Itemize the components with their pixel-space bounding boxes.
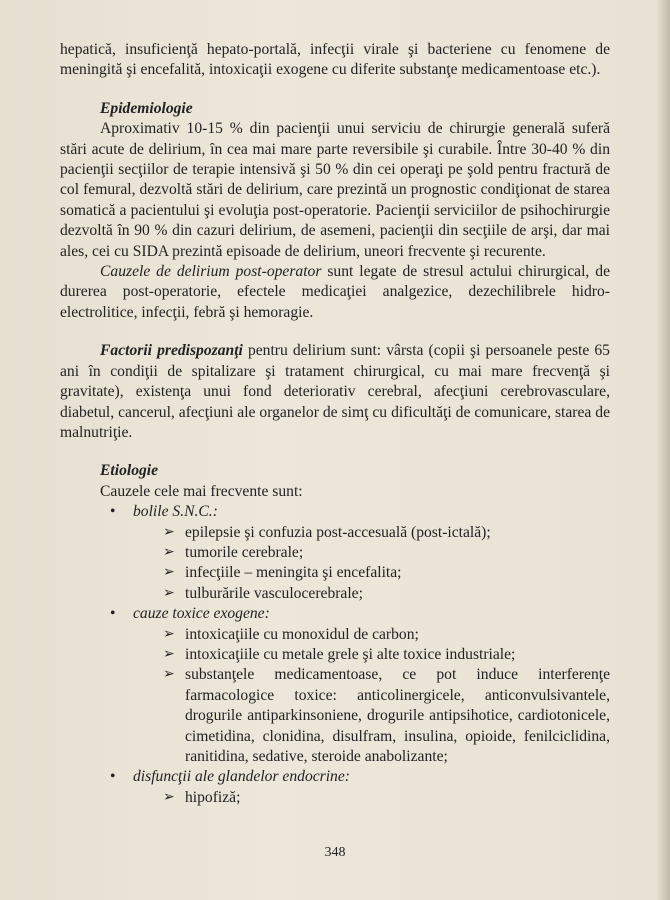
postop-paragraph xyxy=(60,262,610,323)
list-item-text: epilepsie şi confuzia post-accesuală (post-ictală); xyxy=(185,523,491,541)
cause-sublist xyxy=(133,625,610,768)
predisposing-paragraph xyxy=(60,341,610,443)
list-item xyxy=(163,645,610,665)
spacer xyxy=(60,443,610,461)
bullet-icon: • xyxy=(110,768,116,786)
spacer xyxy=(60,81,610,99)
arrow-icon: ➢ xyxy=(163,524,175,540)
cause-sublist xyxy=(133,523,610,605)
predisposing-lead: Factorii predispozanţi xyxy=(100,342,243,360)
etiology-causes-list xyxy=(60,502,610,808)
arrow-icon: ➢ xyxy=(163,789,175,805)
etiology-intro: Cauzele cele mai frecvente sunt: xyxy=(100,482,303,500)
list-item-text: hipofiză; xyxy=(185,788,241,806)
list-item xyxy=(163,523,610,543)
list-item-text: intoxicaţiile cu monoxidul de carbon; xyxy=(185,625,419,643)
postop-lead: Cauzele de delirium post-operator xyxy=(100,263,322,281)
list-item xyxy=(163,584,610,604)
bullet-icon: • xyxy=(110,503,116,521)
arrow-icon: ➢ xyxy=(163,565,175,581)
intro-paragraph: hepatică, insuficienţă hepato-portală, infecţii virale şi bacteriene cu fenomene de meningită şi encefalită, intoxicaţii exogene cu diferite substanţe medicamentoase etc.). xyxy=(60,41,610,79)
cause-sublist xyxy=(133,788,610,808)
list-item xyxy=(163,563,610,583)
list-item-text: tumorile cerebrale; xyxy=(185,543,304,561)
list-item xyxy=(163,543,610,563)
list-item-text: infecţiile – meningita şi encefalita; xyxy=(185,564,402,582)
arrow-icon: ➢ xyxy=(163,667,175,683)
cause-group-label: bolile S.N.C.: xyxy=(133,503,218,521)
cause-group-label: cauze toxice exogene: xyxy=(133,605,270,623)
arrow-icon: ➢ xyxy=(163,544,175,560)
etiology-heading: Etiologie xyxy=(100,462,159,480)
arrow-icon: ➢ xyxy=(163,626,175,642)
bullet-icon: • xyxy=(110,605,116,623)
list-item xyxy=(163,665,610,767)
spacer xyxy=(60,323,610,341)
list-item-text: tulburările vasculocerebrale; xyxy=(185,584,363,602)
list-item xyxy=(163,625,610,645)
list-item-text: substanţele medicamentoase, ce pot induce interferenţe farmacologice toxice: anticolinergicele, anticonvulsivantele, drogurile antiparkinsoniene, drogurile antipsihotice, cardiotonicele, cimetidina, clonidina, disulfram, insulina, opioide, fenilciclidina, ranitidina, sedative, steroide anabolizante; xyxy=(185,666,610,765)
page-number: 348 xyxy=(324,845,346,860)
list-item xyxy=(163,788,610,808)
arrow-icon: ➢ xyxy=(163,585,175,601)
list-item-text: intoxicaţiile cu metale grele şi alte toxice industriale; xyxy=(185,645,516,663)
cause-group xyxy=(100,604,610,767)
cause-group xyxy=(100,502,610,604)
epidemiology-heading: Epidemiologie xyxy=(100,99,193,117)
epidemiology-paragraph: Aproximativ 10-15 % din pacienţii unui serviciu de chirurgie generală suferă stări acute de delirium, în cea mai mare parte reversibile şi curabile. Între 30-40 % din pacienţii secţiilor de terapie intensivă şi 50 % din cei operaţi pe şold pentru fractură de col femural, dezvoltă stări de delirium, care prezintă un prognostic condiţionat de starea somatică a pacientului şi evoluţia post-operatorie. Pacienţii serviciilor de psihochirurgie dezvoltă în 90 % din cazuri delirium, de asemeni, pacienţii din secţiile de arşi, dar mai ales, cei cu SIDA prezintă episoade de delirium, uneori frecvente şi recurente. xyxy=(60,120,610,260)
postop-rest: sunt legate de stresul actului chirurgical, de durerea post-operatorie, efectele medicaţiei analgezice, dezechilibrele hidro-electrolitice, infecţii, febră şi hemoragie. xyxy=(60,263,610,321)
cause-group xyxy=(100,767,610,808)
predisposing-rest: pentru delirium sunt: vârsta (copii şi persoanele peste 65 ani în condiţii de spitalizare şi tratament chirurgical, cu mai mare frecvenţă şi gravitate), existenţa unui fond deteriorativ cerebral, afecţiuni cerebrovasculare, diabetul, cancerul, afecţiuni ale organelor de simţ cu dificultăţi de comunicare, starea de malnutriţie. xyxy=(60,342,610,441)
arrow-icon: ➢ xyxy=(163,646,175,662)
cause-group-label: disfuncţii ale glandelor endocrine: xyxy=(133,768,350,786)
